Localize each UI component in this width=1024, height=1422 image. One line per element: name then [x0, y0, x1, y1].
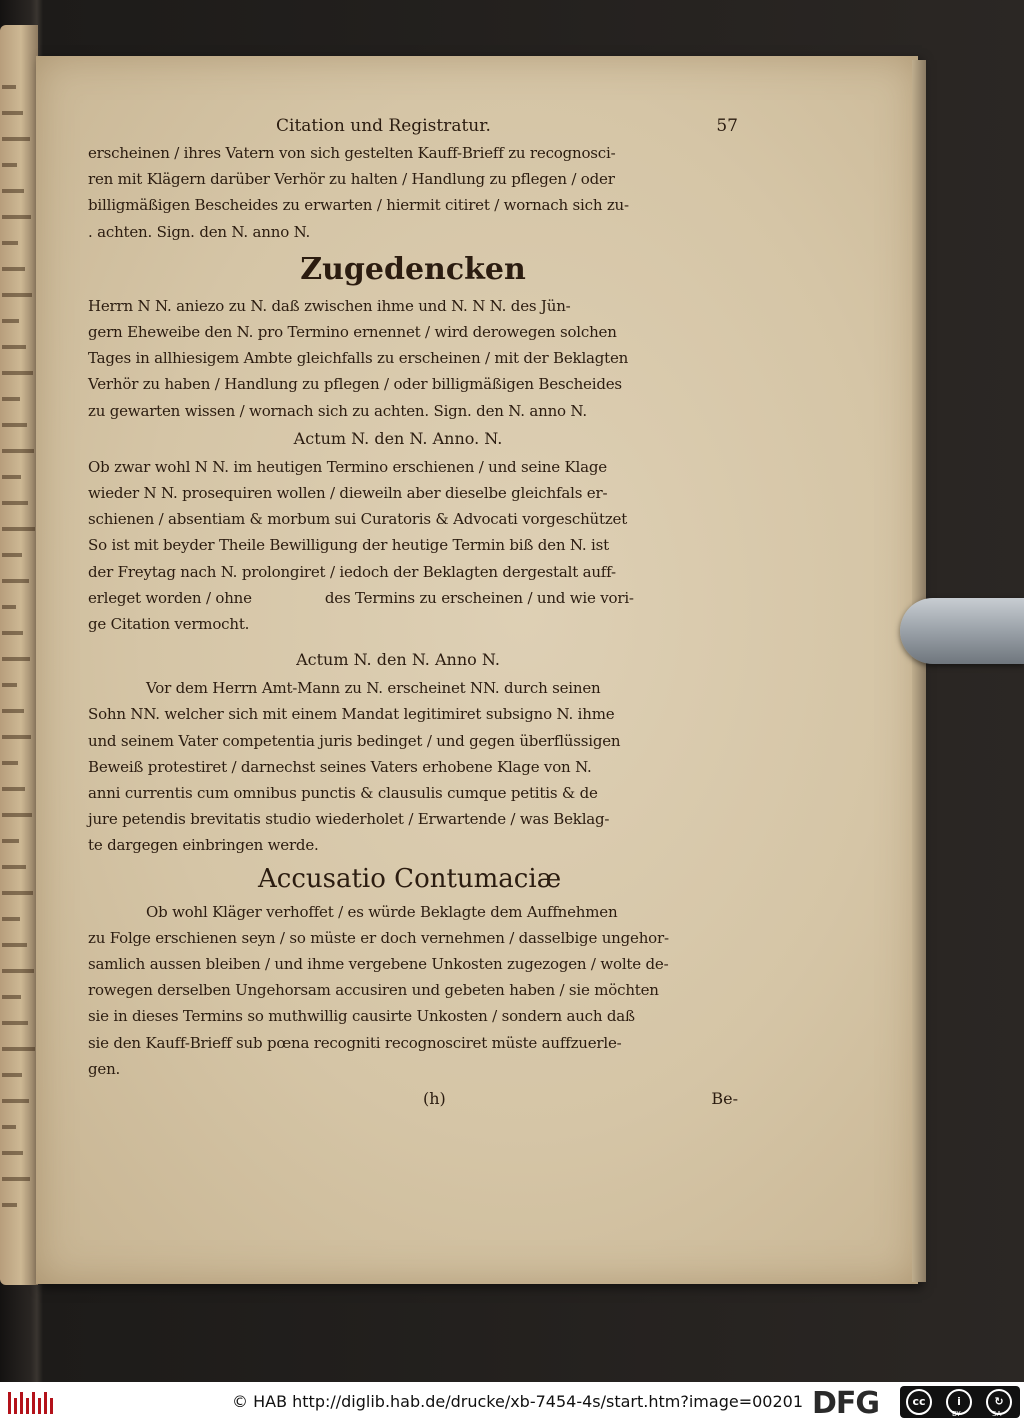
text-line: gen. — [88, 1059, 121, 1078]
facing-page-text-fragment — [2, 709, 24, 713]
text-line: sie den Kauff-Brieff sub pœna recogniti recognosciret müste auffzuerle- — [88, 1033, 622, 1052]
heading-actum-1: Actum N. den N. Anno. N. — [293, 428, 503, 448]
facing-page-text-fragment — [2, 761, 18, 765]
text-line: te dargegen einbringen werde. — [88, 836, 319, 855]
heading-zugedencken: Zugedencken — [300, 251, 526, 287]
facing-page-text-fragment — [2, 111, 23, 115]
text-line: schienen / absentiam & morbum sui Curatoris & Advocati vorgeschützet — [88, 510, 628, 529]
facing-page-text-fragment — [2, 1099, 29, 1103]
facing-page-text-fragment — [2, 995, 21, 999]
text-line: Ob wohl Kläger verhoffet / es würde Beklagte dem Auffnehmen — [146, 902, 618, 921]
facing-page-text-fragment — [2, 683, 17, 687]
facing-page-text-fragment — [2, 449, 34, 453]
facing-page-text-fragment — [2, 943, 27, 947]
facing-page-text-fragment — [2, 241, 18, 245]
facing-page-text-fragment — [2, 371, 33, 375]
facing-page-text-fragment — [2, 1177, 30, 1181]
facing-page-text-fragment — [2, 969, 34, 973]
text-line: Ob zwar wohl N N. im heutigen Termino erschienen / und seine Klage — [88, 457, 607, 476]
facing-page-text-fragment — [2, 1151, 23, 1155]
credit-bar — [0, 1382, 1024, 1422]
running-title: Citation und Registratur. — [276, 116, 491, 136]
heading-actum-2: Actum N. den N. Anno N. — [296, 650, 500, 670]
facing-page-text-fragment — [2, 657, 30, 661]
facing-page-text-fragment — [2, 735, 31, 739]
running-header — [88, 112, 738, 140]
dfg-logo[interactable]: DFG — [812, 1386, 880, 1421]
text-line: billigmäßigen Bescheides zu erwarten / hiermit citiret / wornach sich zu- — [88, 196, 629, 215]
by-label: BY — [952, 1410, 961, 1418]
credit-link[interactable]: © HAB http://diglib.hab.de/drucke/xb-7454-4s/start.htm?image=00201 — [232, 1392, 803, 1411]
text-line: . achten. Sign. den N. anno N. — [88, 222, 311, 241]
facing-page-text-fragment — [2, 1021, 28, 1025]
by-icon: i — [946, 1389, 972, 1415]
text-line: zu gewarten wissen / wornach sich zu achten. Sign. den N. anno N. — [88, 401, 587, 420]
facing-page-text-fragment — [2, 553, 22, 557]
facing-page-text-fragment — [2, 163, 17, 167]
facing-page-text-fragment — [2, 1073, 22, 1077]
text-line: Beweiß protestiret / darnechst seines Vaters erhobene Klage von N. — [88, 757, 592, 776]
facing-page-text-fragment — [2, 397, 20, 401]
facing-page-text-fragment — [2, 501, 28, 505]
facing-page-text-fragment — [2, 475, 21, 479]
text-line: wieder N N. prosequiren wollen / dieweiln aber dieselbe gleichfals er- — [88, 484, 608, 503]
paragraph-citation — [88, 140, 738, 245]
facing-page-text-fragment — [2, 1047, 35, 1051]
text-line: und seinem Vater competentia juris bedinget / und gegen überflüssigen — [88, 731, 621, 750]
facing-page-text-fragment — [2, 423, 27, 427]
text-line: anni currentis cum omnibus punctis & clausulis cumque petitis & de — [88, 784, 598, 803]
text-line: gern Eheweibe den N. pro Termino ernennet / wird derowegen solchen — [88, 323, 617, 342]
heading-accusatio: Accusatio Contumaciæ — [258, 863, 562, 894]
facing-page-text-fragment — [2, 319, 19, 323]
paragraph-zugedencken — [88, 293, 738, 424]
paragraph-accusatio — [88, 899, 738, 1082]
sa-label: SA — [992, 1410, 1002, 1418]
page-edge — [912, 60, 926, 1282]
text-line: Vor dem Herrn Amt-Mann zu N. erscheinet NN. durch seinen — [146, 679, 601, 698]
facing-page-text-fragment — [2, 865, 26, 869]
paragraph-actum-2 — [88, 675, 738, 858]
facing-page-text-fragment — [2, 189, 24, 193]
text-line: samlich aussen bleiben / und ihme vergebene Unkosten zugezogen / wolte de- — [88, 955, 669, 974]
facing-page-text-fragment — [2, 85, 16, 89]
page-text — [88, 112, 738, 1114]
facing-page-text-fragment — [2, 813, 32, 817]
facing-page-text-fragment — [2, 839, 19, 843]
catchword: Be- — [711, 1089, 738, 1109]
facing-page-text-fragment — [2, 215, 31, 219]
text-line: ge Citation vermocht. — [88, 615, 250, 634]
text-line: jure petendis brevitatis studio wiederholet / Erwartende / was Beklag- — [88, 810, 610, 829]
facing-page-text-fragment — [2, 527, 35, 531]
facing-page-text-fragment — [2, 345, 26, 349]
text-line: sie in dieses Termins so muthwillig causirte Unkosten / sondern auch daß — [88, 1007, 635, 1026]
page-number: 57 — [716, 116, 738, 136]
facing-page-text-fragment — [2, 631, 23, 635]
facing-page-text-fragment — [2, 605, 16, 609]
text-line: ren mit Klägern darüber Verhör zu halten / Handlung zu pflegen / oder — [88, 170, 615, 189]
sa-icon: ↻ — [986, 1389, 1012, 1415]
hab-logo-icon[interactable] — [8, 1392, 53, 1414]
text-line: So ist mit beyder Theile Bewilligung der heutige Termin biß den N. ist — [88, 536, 609, 555]
text-line: der Freytag nach N. prolongiret / iedoch der Beklagten dergestalt auff- — [88, 562, 616, 581]
page-footer — [88, 1084, 738, 1114]
text-line: Verhör zu haben / Handlung zu pflegen / oder billigmäßigen Bescheides — [88, 375, 622, 394]
facing-page-text-fragment — [2, 267, 25, 271]
facing-page-text-fragment — [2, 787, 25, 791]
facing-page-text-fragment — [2, 891, 33, 895]
text-line: Tages in allhiesigem Ambte gleichfalls zu erscheinen / mit der Beklagten — [88, 349, 629, 368]
text-line: rowegen derselben Ungehorsam accusiren und gebeten haben / sie möchten — [88, 981, 659, 1000]
facing-page-text-fragment — [2, 1125, 16, 1129]
text-line: Herrn N N. aniezo zu N. daß zwischen ihme und N. N N. des Jün- — [88, 296, 571, 315]
page-holder-clip — [900, 598, 1024, 664]
facing-page-text-fragment — [2, 137, 30, 141]
cc-icon: cc — [906, 1389, 932, 1415]
text-line: zu Folge erschienen seyn / so müste er doch vernehmen / dasselbige ungehor- — [88, 928, 669, 947]
signature-mark: (h) — [423, 1089, 446, 1109]
text-line: Sohn NN. welcher sich mit einem Mandat legitimiret subsigno N. ihme — [88, 705, 615, 724]
facing-page-text-fragment — [2, 1203, 17, 1207]
text-line: erleget worden / ohne des Termins zu erscheinen / und wie vori- — [88, 588, 634, 607]
facing-page-text-fragment — [2, 293, 32, 297]
facing-page-text-fragment — [2, 579, 29, 583]
text-line: erscheinen / ihres Vatern von sich gestelten Kauff-Brieff zu recognosci- — [88, 144, 616, 162]
cc-license-badge[interactable] — [900, 1386, 1020, 1418]
facing-page-text-fragment — [2, 917, 20, 921]
facing-page-edge — [0, 25, 38, 1285]
paragraph-actum-1 — [88, 454, 738, 637]
